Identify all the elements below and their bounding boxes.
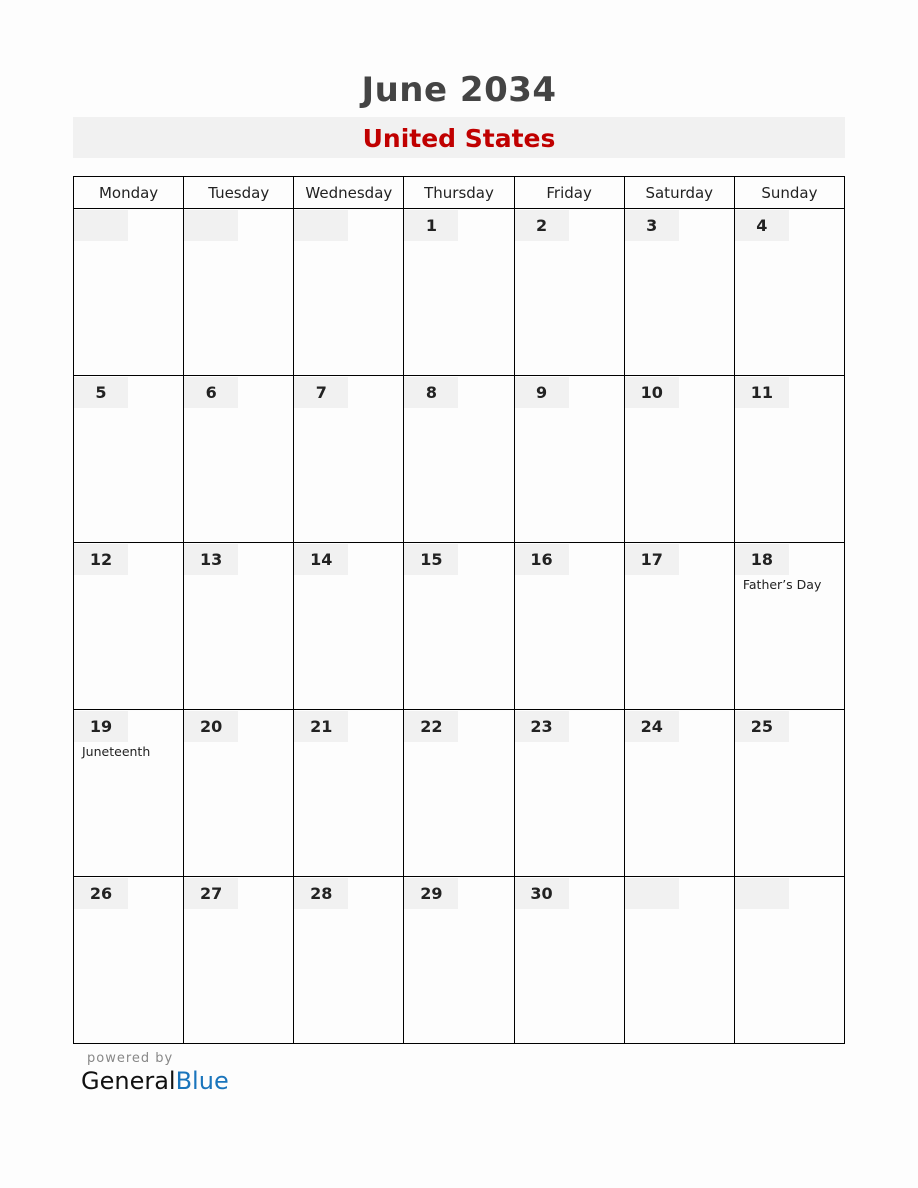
day-number: 13 (184, 544, 238, 575)
week-row (74, 543, 845, 710)
day-number: 24 (625, 711, 679, 742)
day-number: 9 (515, 377, 569, 408)
day-cell (294, 710, 404, 877)
weekday-header: Friday (514, 177, 624, 209)
day-cell (74, 376, 184, 543)
day-number: 20 (184, 711, 238, 742)
holiday-label: Juneteenth (82, 744, 151, 759)
brand-blue: Blue (175, 1067, 229, 1095)
day-number: 29 (404, 878, 458, 909)
day-number: 22 (404, 711, 458, 742)
weekday-header: Wednesday (294, 177, 404, 209)
week-row (74, 877, 845, 1044)
day-cell (74, 543, 184, 710)
day-cell (514, 376, 624, 543)
day-cell (514, 877, 624, 1044)
day-number: 4 (735, 210, 789, 241)
day-number: 23 (515, 711, 569, 742)
day-number: 5 (74, 377, 128, 408)
holiday-label: Father’s Day (742, 577, 822, 592)
generalblue-logo[interactable] (81, 1067, 229, 1095)
day-cell (294, 543, 404, 710)
day-number: 14 (294, 544, 348, 575)
day-number: 17 (625, 544, 679, 575)
week-row (74, 376, 845, 543)
day-cell (624, 877, 734, 1044)
day-number: 15 (404, 544, 458, 575)
day-number: 12 (74, 544, 128, 575)
weekday-header: Monday (74, 177, 184, 209)
day-cell (74, 710, 184, 877)
week-row (74, 710, 845, 877)
day-cell (734, 877, 844, 1044)
brand-general: General (81, 1067, 176, 1095)
weekday-header: Sunday (734, 177, 844, 209)
powered-by-label: powered by (87, 1051, 174, 1066)
day-cell (624, 543, 734, 710)
day-number: 26 (74, 878, 128, 909)
day-number: 8 (404, 377, 458, 408)
day-number: 16 (515, 544, 569, 575)
day-cell (74, 877, 184, 1044)
day-cell (404, 710, 514, 877)
day-cell (514, 543, 624, 710)
day-cell (294, 209, 404, 376)
day-cell (184, 543, 294, 710)
day-cell (624, 710, 734, 877)
country-name: United States (362, 124, 556, 153)
day-number (184, 210, 238, 241)
day-cell (624, 376, 734, 543)
day-cell (734, 376, 844, 543)
day-number: 27 (184, 878, 238, 909)
day-cell (294, 376, 404, 543)
day-number: 10 (625, 377, 679, 408)
weekday-header: Saturday (624, 177, 734, 209)
day-number (735, 878, 789, 909)
day-cell (404, 209, 514, 376)
day-number: 19 (74, 711, 128, 742)
day-number (625, 878, 679, 909)
day-number: 1 (404, 210, 458, 241)
day-cell (294, 877, 404, 1044)
day-cell (514, 710, 624, 877)
weekday-header-row (74, 177, 845, 209)
day-number: 6 (184, 377, 238, 408)
day-number (74, 210, 128, 241)
day-cell (404, 877, 514, 1044)
day-number: 3 (625, 210, 679, 241)
day-number: 21 (294, 711, 348, 742)
day-cell (734, 710, 844, 877)
page-title: June 2034 (361, 70, 557, 110)
calendar-grid (73, 176, 845, 1044)
day-cell (514, 209, 624, 376)
day-cell (734, 543, 844, 710)
day-cell (184, 877, 294, 1044)
weekday-header: Thursday (404, 177, 514, 209)
day-number: 18 (735, 544, 789, 575)
day-cell (404, 376, 514, 543)
day-cell (404, 543, 514, 710)
day-cell (184, 710, 294, 877)
day-number: 11 (735, 377, 789, 408)
day-cell (734, 209, 844, 376)
day-cell (184, 209, 294, 376)
day-number: 7 (294, 377, 348, 408)
day-number: 30 (515, 878, 569, 909)
week-row (74, 209, 845, 376)
day-number: 25 (735, 711, 789, 742)
weekday-header: Tuesday (184, 177, 294, 209)
day-cell (74, 209, 184, 376)
day-number: 2 (515, 210, 569, 241)
day-number: 28 (294, 878, 348, 909)
day-cell (184, 376, 294, 543)
day-number (294, 210, 348, 241)
day-cell (624, 209, 734, 376)
